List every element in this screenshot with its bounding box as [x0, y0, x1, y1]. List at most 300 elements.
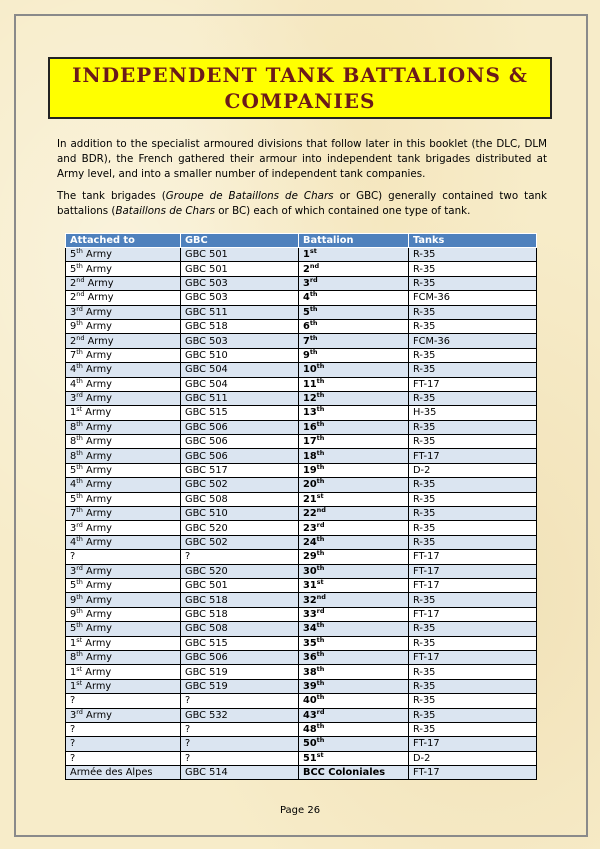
header-battalion: Battalion: [299, 234, 409, 248]
army-ordinal-suffix: st: [76, 664, 83, 673]
battalion-ordinal-suffix: th: [316, 621, 325, 630]
table-row: [66, 391, 537, 405]
cell-tanks: [409, 593, 537, 607]
army-ordinal-suffix: th: [76, 463, 83, 472]
cell-gbc: [181, 650, 299, 664]
cell-attached-to: [66, 593, 181, 607]
gbc-value: GBC 503: [185, 277, 228, 289]
cell-gbc: [181, 435, 299, 449]
cell-tanks: [409, 751, 537, 765]
cell-gbc: [181, 679, 299, 693]
army-number: 4: [70, 364, 77, 376]
gbc-value: GBC 517: [185, 465, 228, 477]
tank-type: D-2: [413, 752, 431, 764]
army-label: Army: [82, 608, 112, 620]
table-row: [66, 363, 537, 377]
battalion-number: 31: [303, 580, 317, 592]
battalion-ordinal-suffix: th: [316, 391, 325, 400]
cell-battalion: [299, 507, 409, 521]
battalion-number: 21: [303, 493, 317, 505]
army-label: Army: [82, 493, 112, 505]
cell-gbc: [181, 363, 299, 377]
army-number: 8: [70, 436, 77, 448]
gbc-value: GBC 518: [185, 594, 228, 606]
cell-tanks: [409, 665, 537, 679]
cell-attached-to: [66, 449, 181, 463]
table-row: [66, 766, 537, 780]
gbc-value: ?: [185, 724, 191, 736]
army-number: ?: [70, 752, 76, 764]
army-number: 1: [70, 680, 77, 692]
battalion-ordinal-suffix: th: [309, 304, 318, 313]
cell-attached-to: [66, 535, 181, 549]
army-label: Army: [82, 522, 112, 534]
table-row: [66, 593, 537, 607]
cell-gbc: [181, 535, 299, 549]
army-ordinal-suffix: th: [76, 578, 83, 587]
cell-attached-to: [66, 363, 181, 377]
cell-battalion: [299, 751, 409, 765]
battalion-number: 20: [303, 479, 317, 491]
army-ordinal-suffix: th: [76, 362, 83, 371]
cell-attached-to: [66, 420, 181, 434]
army-number: ?: [70, 724, 76, 736]
cell-gbc: [181, 521, 299, 535]
battalion-number: 36: [303, 652, 317, 664]
cell-tanks: [409, 363, 537, 377]
cell-gbc: [181, 377, 299, 391]
battalion-ordinal-suffix: nd: [316, 592, 326, 601]
cell-tanks: [409, 291, 537, 305]
table-row: [66, 305, 537, 319]
battalion-ordinal-suffix: th: [316, 419, 325, 428]
battalion-number: 40: [303, 695, 317, 707]
table-row: [66, 550, 537, 564]
cell-attached-to: [66, 492, 181, 506]
table-row: [66, 694, 537, 708]
cell-tanks: [409, 679, 537, 693]
cell-gbc: [181, 334, 299, 348]
army-label: Army: [82, 321, 112, 333]
battalion-ordinal-suffix: th: [316, 535, 325, 543]
army-label: Army: [82, 306, 112, 318]
tank-type: FCM-36: [413, 335, 450, 347]
army-number: 5: [70, 623, 77, 635]
table-header-row: [66, 234, 537, 248]
cell-attached-to: [66, 291, 181, 305]
cell-attached-to: [66, 305, 181, 319]
battalion-number: 51: [303, 752, 317, 764]
title-line-1: INDEPENDENT TANK BATTALIONS &: [72, 63, 528, 87]
cell-gbc: [181, 248, 299, 262]
gbc-value: ?: [185, 738, 191, 750]
battalion-ordinal-suffix: th: [309, 319, 318, 328]
cell-battalion: [299, 291, 409, 305]
battalion-ordinal-suffix: th: [316, 650, 325, 659]
battalion-number: 1: [303, 249, 310, 261]
header-gbc: GBC: [181, 234, 299, 248]
cell-tanks: [409, 492, 537, 506]
tank-type: R-35: [413, 709, 436, 721]
cell-gbc: [181, 694, 299, 708]
cell-attached-to: [66, 564, 181, 578]
battalion-ordinal-suffix: th: [316, 448, 325, 457]
gbc-value: GBC 506: [185, 421, 228, 433]
tank-type: R-35: [413, 680, 436, 692]
gbc-value: GBC 519: [185, 666, 228, 678]
gbc-value: GBC 515: [185, 637, 228, 649]
gbc-value: ?: [185, 752, 191, 764]
table-row: [66, 737, 537, 751]
army-label: Army: [82, 263, 112, 275]
tank-type: R-35: [413, 277, 436, 289]
army-number: 9: [70, 321, 77, 333]
army-label: Army: [82, 709, 112, 721]
table-row: [66, 665, 537, 679]
battalion-ordinal-suffix: th: [309, 290, 318, 299]
army-label: Army: [82, 450, 112, 462]
cell-battalion: [299, 478, 409, 492]
army-label: Army: [82, 349, 112, 361]
cell-battalion: [299, 665, 409, 679]
cell-gbc: [181, 463, 299, 477]
table-row: [66, 578, 537, 592]
table-row: [66, 334, 537, 348]
cell-gbc: [181, 291, 299, 305]
cell-attached-to: [66, 406, 181, 420]
tank-type: R-35: [413, 349, 436, 361]
cell-battalion: [299, 622, 409, 636]
table-body: [66, 248, 537, 780]
battalion-number: 23: [303, 522, 317, 534]
battalion-ordinal-suffix: th: [316, 434, 325, 443]
cell-gbc: [181, 478, 299, 492]
battalion-number: 30: [303, 565, 317, 577]
army-label: Army: [84, 335, 114, 347]
battalion-ordinal-suffix: rd: [316, 606, 325, 615]
battalion-ordinal-suffix: st: [316, 750, 324, 759]
cell-attached-to: [66, 751, 181, 765]
army-ordinal-suffix: th: [76, 434, 83, 443]
cell-tanks: [409, 521, 537, 535]
army-ordinal-suffix: st: [76, 405, 83, 414]
tank-type: FT-17: [413, 565, 440, 577]
battalion-number: 13: [303, 407, 317, 419]
army-label: Army: [82, 680, 112, 692]
cell-gbc: [181, 766, 299, 780]
battalion-ordinal-suffix: th: [316, 693, 325, 702]
battalion-number: 39: [303, 680, 317, 692]
battalion-number: 9: [303, 349, 310, 361]
cell-gbc: [181, 665, 299, 679]
army-label: Army: [82, 378, 112, 390]
battalion-ordinal-suffix: nd: [316, 506, 326, 515]
battalion-ordinal-suffix: th: [316, 362, 325, 371]
cell-gbc: [181, 636, 299, 650]
cell-tanks: [409, 420, 537, 434]
cell-attached-to: [66, 334, 181, 348]
cell-tanks: [409, 248, 537, 262]
cell-attached-to: [66, 737, 181, 751]
cell-gbc: [181, 550, 299, 564]
cell-attached-to: [66, 607, 181, 621]
army-ordinal-suffix: rd: [76, 391, 83, 400]
army-number: 2: [70, 292, 77, 304]
gbc-value: GBC 514: [185, 767, 228, 779]
header-attached-to: Attached to: [66, 234, 181, 248]
tank-type: R-35: [413, 364, 436, 376]
cell-attached-to: [66, 276, 181, 290]
battalion-number: 18: [303, 450, 317, 462]
table-row: [66, 507, 537, 521]
cell-gbc: [181, 737, 299, 751]
cell-attached-to: [66, 507, 181, 521]
army-number: 7: [70, 349, 77, 361]
army-ordinal-suffix: th: [76, 448, 83, 457]
table-row: [66, 478, 537, 492]
cell-battalion: [299, 766, 409, 780]
gbc-value: GBC 501: [185, 249, 228, 261]
intro-p2-text-a: The tank brigades (: [57, 190, 166, 202]
cell-tanks: [409, 636, 537, 650]
cell-battalion: [299, 319, 409, 333]
cell-attached-to: [66, 650, 181, 664]
army-number: 1: [70, 407, 77, 419]
army-number: 2: [70, 335, 77, 347]
cell-battalion: [299, 449, 409, 463]
battalion-ordinal-suffix: rd: [316, 707, 325, 716]
tank-type: R-35: [413, 537, 436, 548]
battalion-ordinal-suffix: th: [316, 405, 325, 414]
table-row: [66, 276, 537, 290]
army-number: 8: [70, 652, 77, 664]
army-label: Army: [82, 637, 112, 649]
gbc-value: GBC 520: [185, 522, 228, 534]
table-row: [66, 607, 537, 621]
army-label: Army: [82, 580, 112, 592]
battalion-number: BCC Coloniales: [303, 767, 386, 779]
tank-type: FT-17: [413, 652, 440, 664]
cell-gbc: [181, 449, 299, 463]
army-ordinal-suffix: th: [76, 376, 83, 385]
battalion-ordinal-suffix: th: [316, 722, 325, 731]
cell-gbc: [181, 305, 299, 319]
cell-tanks: [409, 377, 537, 391]
cell-tanks: [409, 262, 537, 276]
gbc-value: GBC 519: [185, 680, 228, 692]
tank-battalions-table: [65, 233, 537, 780]
tank-type: R-35: [413, 695, 436, 707]
cell-gbc: [181, 348, 299, 362]
cell-gbc: [181, 262, 299, 276]
gbc-value: GBC 503: [185, 335, 228, 347]
army-ordinal-suffix: th: [76, 319, 83, 328]
army-number: 4: [70, 378, 77, 390]
tank-type: FT-17: [413, 551, 440, 563]
cell-tanks: [409, 391, 537, 405]
cell-gbc: [181, 319, 299, 333]
army-number: ?: [70, 551, 76, 563]
tank-type: R-35: [413, 637, 436, 649]
battalion-number: 34: [303, 623, 317, 635]
tank-type: FT-17: [413, 608, 440, 620]
table-row: [66, 636, 537, 650]
battalion-number: 6: [303, 321, 310, 333]
cell-gbc: [181, 578, 299, 592]
table-row: [66, 248, 537, 262]
table-row: [66, 449, 537, 463]
army-ordinal-suffix: rd: [76, 563, 83, 572]
gbc-value: GBC 520: [185, 565, 228, 577]
army-label: Army: [82, 421, 112, 433]
gbc-value: GBC 518: [185, 321, 228, 333]
gbc-value: GBC 504: [185, 364, 228, 376]
cell-battalion: [299, 535, 409, 549]
battalion-ordinal-suffix: st: [309, 247, 317, 256]
army-number: 2: [70, 277, 77, 289]
army-number: 3: [70, 709, 77, 721]
army-number: ?: [70, 695, 76, 707]
army-label: Army: [82, 623, 112, 635]
cell-battalion: [299, 636, 409, 650]
army-ordinal-suffix: rd: [76, 520, 83, 529]
cell-attached-to: [66, 377, 181, 391]
intro-p2-italic-2: Bataillons de Chars: [115, 205, 215, 217]
army-number: 9: [70, 594, 77, 606]
battalion-ordinal-suffix: th: [316, 549, 325, 558]
army-label: Army: [84, 292, 114, 304]
army-ordinal-suffix: st: [76, 678, 83, 687]
cell-tanks: [409, 650, 537, 664]
cell-tanks: [409, 578, 537, 592]
tank-type: R-35: [413, 493, 436, 505]
intro-p2-italic-1: Groupe de Bataillons de Chars: [165, 190, 334, 202]
army-number: 5: [70, 465, 77, 477]
cell-battalion: [299, 248, 409, 262]
cell-tanks: [409, 766, 537, 780]
army-ordinal-suffix: rd: [76, 707, 83, 716]
cell-battalion: [299, 262, 409, 276]
cell-battalion: [299, 564, 409, 578]
gbc-value: GBC 506: [185, 436, 228, 448]
table-row: [66, 722, 537, 736]
army-number: 3: [70, 393, 77, 405]
battalion-ordinal-suffix: th: [316, 477, 325, 486]
army-number: 5: [70, 493, 77, 505]
army-label: Army: [82, 364, 112, 376]
title-line-2: COMPANIES: [224, 89, 376, 113]
army-label: Army: [82, 652, 112, 664]
army-number: 1: [70, 637, 77, 649]
cell-battalion: [299, 694, 409, 708]
tank-type: H-35: [413, 407, 437, 419]
army-number: 5: [70, 580, 77, 592]
cell-tanks: [409, 507, 537, 521]
army-ordinal-suffix: th: [76, 347, 83, 356]
gbc-value: GBC 508: [185, 623, 228, 635]
cell-battalion: [299, 550, 409, 564]
tank-type: FT-17: [413, 767, 440, 779]
tank-type: R-35: [413, 321, 436, 333]
tank-type: R-35: [413, 306, 436, 318]
cell-battalion: [299, 305, 409, 319]
battalion-number: 16: [303, 421, 317, 433]
tank-type: FT-17: [413, 378, 440, 390]
tank-type: R-35: [413, 249, 436, 261]
battalion-ordinal-suffix: st: [316, 578, 324, 587]
battalion-ordinal-suffix: st: [316, 491, 324, 500]
cell-tanks: [409, 435, 537, 449]
cell-gbc: [181, 406, 299, 420]
army-label: Army: [82, 465, 112, 477]
army-ordinal-suffix: th: [76, 491, 83, 500]
army-number: 3: [70, 565, 77, 577]
cell-battalion: [299, 593, 409, 607]
cell-tanks: [409, 607, 537, 621]
army-label: Army: [82, 666, 112, 678]
army-ordinal-suffix: th: [76, 506, 83, 515]
cell-tanks: [409, 722, 537, 736]
cell-attached-to: [66, 578, 181, 592]
table-row: [66, 319, 537, 333]
table-row: [66, 679, 537, 693]
cell-gbc: [181, 564, 299, 578]
army-ordinal-suffix: th: [76, 247, 83, 256]
army-ordinal-suffix: th: [76, 261, 83, 270]
cell-gbc: [181, 593, 299, 607]
cell-attached-to: [66, 708, 181, 722]
army-label: Army: [82, 249, 112, 261]
cell-battalion: [299, 377, 409, 391]
table-row: [66, 377, 537, 391]
cell-gbc: [181, 391, 299, 405]
cell-tanks: [409, 694, 537, 708]
table-row: [66, 262, 537, 276]
table-row: [66, 564, 537, 578]
cell-gbc: [181, 607, 299, 621]
cell-battalion: [299, 722, 409, 736]
cell-battalion: [299, 334, 409, 348]
army-ordinal-suffix: th: [76, 419, 83, 428]
gbc-value: ?: [185, 695, 191, 707]
battalion-ordinal-suffix: rd: [316, 520, 325, 529]
army-ordinal-suffix: th: [76, 477, 83, 486]
cell-gbc: [181, 708, 299, 722]
cell-battalion: [299, 420, 409, 434]
gbc-value: GBC 511: [185, 306, 228, 318]
cell-attached-to: [66, 766, 181, 780]
cell-gbc: [181, 276, 299, 290]
cell-battalion: [299, 435, 409, 449]
table-row: [66, 708, 537, 722]
cell-battalion: [299, 578, 409, 592]
tank-type: FT-17: [413, 738, 440, 750]
cell-battalion: [299, 650, 409, 664]
army-label: Army: [82, 479, 112, 491]
table-row: [66, 406, 537, 420]
tank-type: R-35: [413, 522, 436, 534]
cell-battalion: [299, 463, 409, 477]
army-ordinal-suffix: nd: [76, 290, 85, 299]
battalion-number: 43: [303, 709, 317, 721]
battalion-number: 7: [303, 335, 310, 347]
cell-gbc: [181, 492, 299, 506]
cell-battalion: [299, 391, 409, 405]
cell-tanks: [409, 478, 537, 492]
gbc-value: GBC 506: [185, 450, 228, 462]
cell-tanks: [409, 276, 537, 290]
battalion-ordinal-suffix: th: [316, 463, 325, 472]
